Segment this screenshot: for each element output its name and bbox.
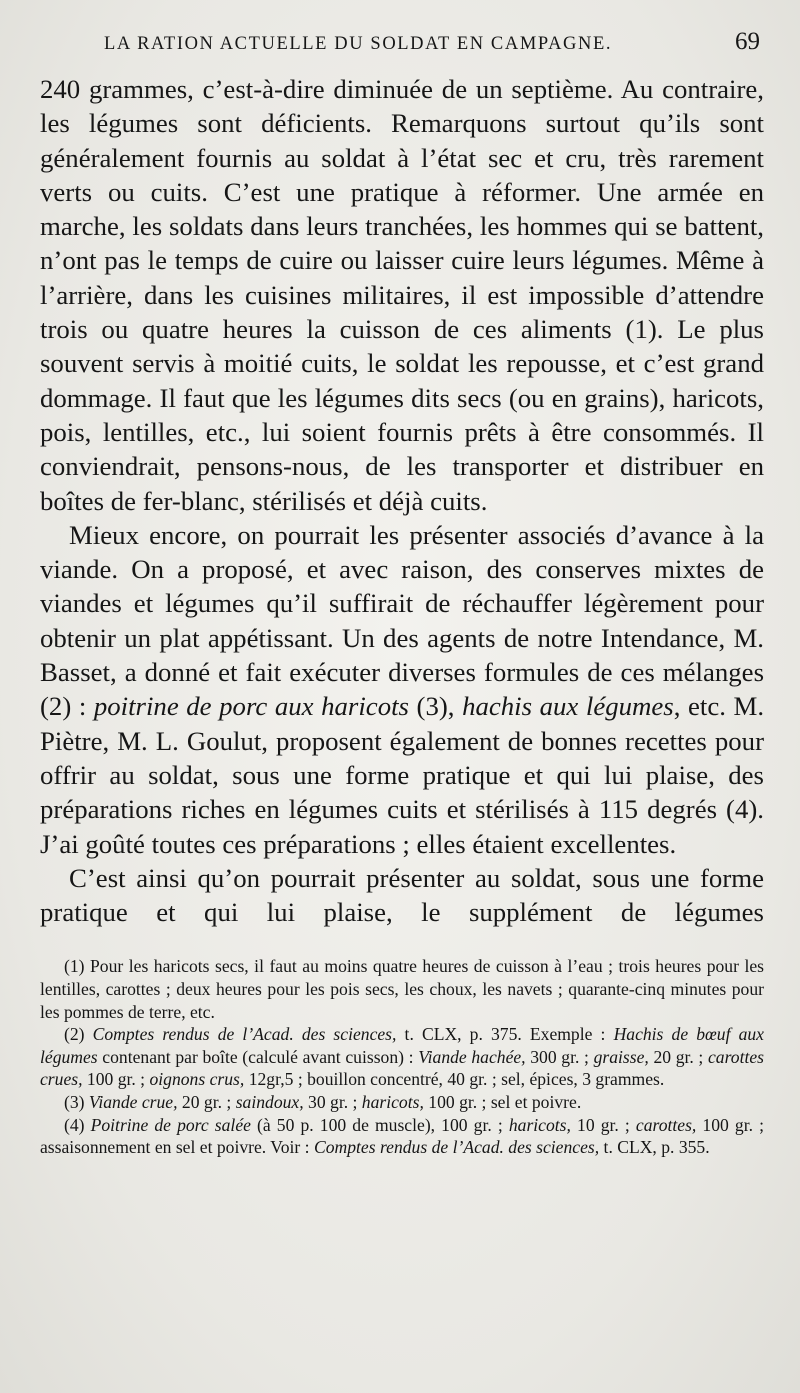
page-number: 69	[735, 28, 760, 55]
footnote-4: (4) Poitrine de porc salée (à 50 p. 100 de muscle), 100 gr. ; haricots, 10 gr. ; carottes, 100 gr. ; assaisonnement en sel et poivre. Voir : Comptes rendus de l’Acad. des sciences, t. CLX, p. 355.	[40, 1114, 764, 1158]
body-text	[40, 72, 764, 929]
running-head	[40, 28, 764, 72]
paragraph-3: C’est ainsi qu’on pourrait présenter au soldat, sous une forme pratique et qui lui plaise, le supplément de légumes	[40, 862, 764, 928]
footnote-3: (3) Viande crue, 20 gr. ; saindoux, 30 gr. ; haricots, 100 gr. ; sel et poivre.	[64, 1091, 582, 1112]
paragraph-1: 240 grammes, c’est-à-dire diminuée de un septième. Au contraire, les légumes sont déficients. Remarquons surtout qu’ils sont généralement fournis au soldat à l’état sec et cru, très rarement verts ou cuits. C’est une pratique à réformer. Une armée en marche, les soldats dans leurs tranchées, les hommes qui se battent, n’ont pas le temps de cuire ou laisser cuire leurs légumes. Même à l’arrière, dans les cuisines militaires, il est impossible d’attendre trois ou quatre heures la cuisson de ces aliments (1). Le plus souvent servis à moitié cuits, le soldat les repousse, et c’est grand dommage. Il faut que les légumes dits secs (ou en grains), haricots, pois, lentilles, etc., lui soient fournis prêts à être consommés. Il conviendrait, pensons-nous, de les transporter et distribuer en boîtes de fer-blanc, stérilisés et déjà cuits.	[40, 74, 764, 516]
footnotes	[40, 955, 764, 1158]
footnote-2: (2) Comptes rendus de l’Acad. des sciences, t. CLX, p. 375. Exemple : Hachis de bœuf aux légumes contenant par boîte (calculé avant cuisson) : Viande hachée, 300 gr. ; graisse, 20 gr. ; carottes crues, 100 gr. ; oignons crus, 12gr,5 ; bouillon concentré, 40 gr. ; sel, épices, 3 grammes.	[40, 1024, 764, 1090]
paragraph-2: Mieux encore, on pourrait les présenter associés d’avance à la viande. On a proposé, et avec raison, des conserves mixtes de viandes et légumes qu’il suffirait de réchauffer légèrement pour obtenir un plat appétissant. Un des agents de notre Intendance, M. Basset, a donné et fait exécuter diverses formules de ces mélanges (2) : poitrine de porc aux haricots (3), hachis aux légumes, etc. M. Piètre, M. L. Goulut, proposent également de bonnes recettes pour offrir au soldat, sous une forme pratique et qui lui plaise, des préparations riches en légumes cuits et stérilisés à 115 degrés (4). J’ai goûté toutes ces préparations ; elles étaient excellentes.	[40, 519, 765, 859]
running-title: LA RATION ACTUELLE DU SOLDAT EN CAMPAGNE.	[104, 34, 613, 54]
footnote-1: (1) Pour les haricots secs, il faut au moins quatre heures de cuisson à l’eau ; trois heures pour les lentilles, carottes ; deux heures pour les pois secs, les choux, les navets ; quarante-cinq minutes pour les pommes de terre, etc.	[40, 956, 764, 1022]
